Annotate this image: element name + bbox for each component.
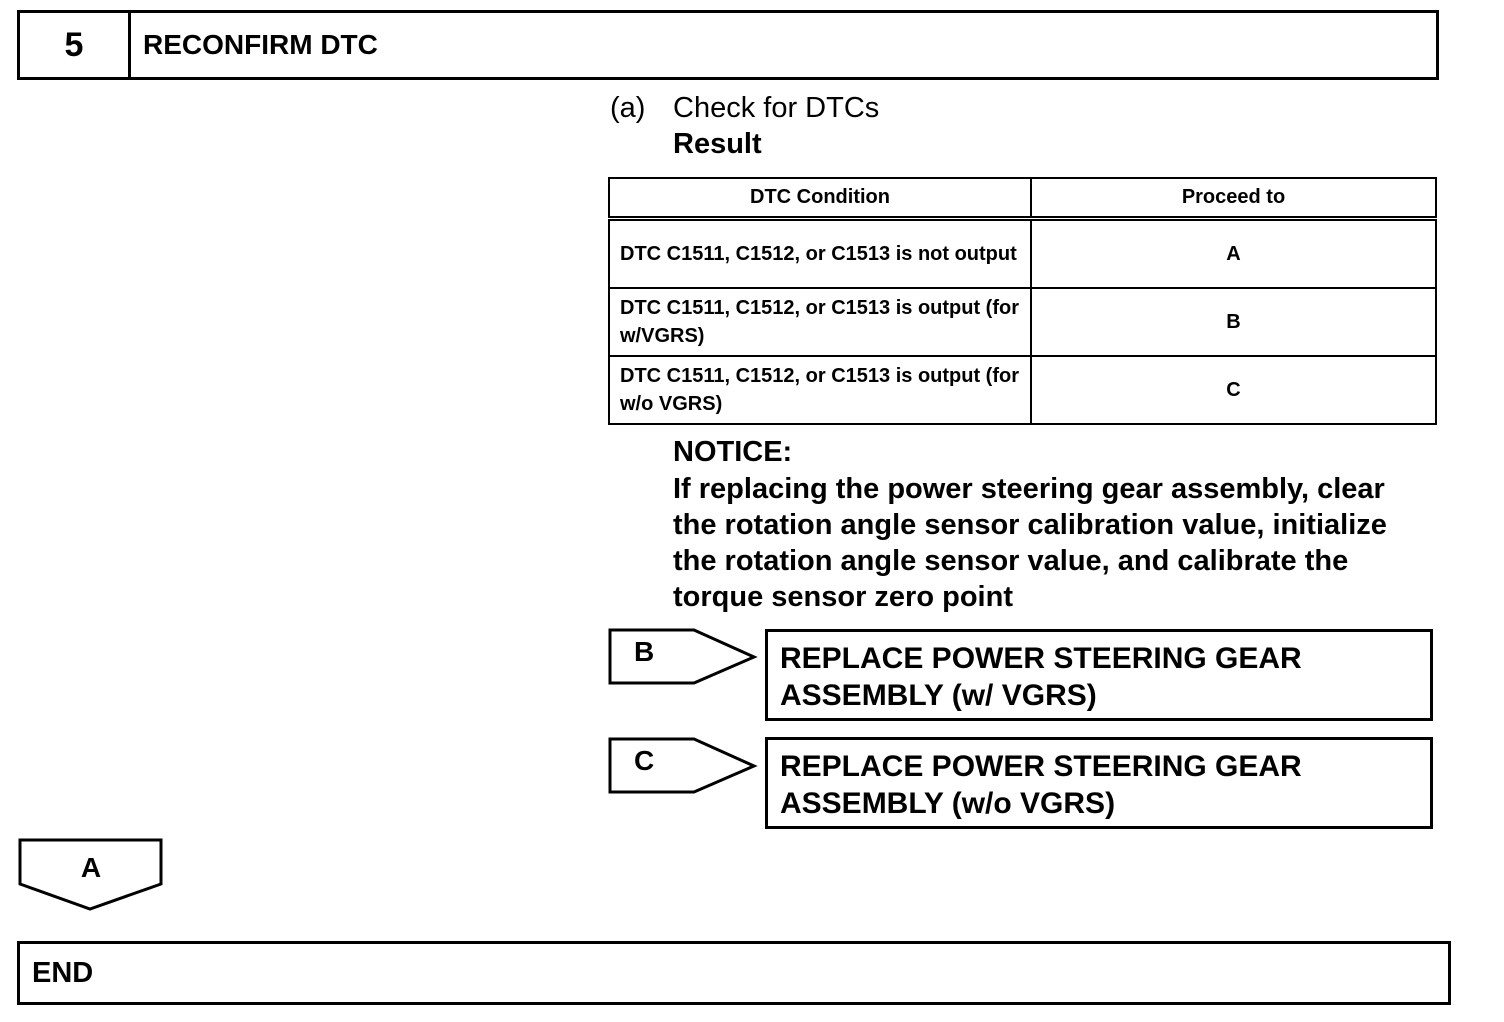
proceed-cell: B bbox=[1031, 288, 1436, 356]
branch-arrow-a bbox=[18, 838, 164, 912]
branch-letter: C bbox=[634, 745, 655, 776]
column-header-proceed: Proceed to bbox=[1031, 178, 1436, 219]
branch-letter: B bbox=[634, 636, 655, 667]
branch-arrow-c bbox=[608, 737, 758, 795]
right-arrow-icon bbox=[608, 737, 758, 795]
table-header-row bbox=[609, 178, 1436, 219]
condition-cell: DTC C1511, C1512, or C1513 is output (for w/VGRS) bbox=[609, 288, 1031, 356]
proceed-cell: A bbox=[1031, 219, 1436, 289]
table-row bbox=[609, 288, 1436, 356]
table-row bbox=[609, 219, 1436, 289]
notice-title: NOTICE: bbox=[673, 436, 793, 468]
instruction-text: Check for DTCs bbox=[673, 92, 880, 124]
step-number: 5 bbox=[20, 13, 131, 77]
result-table bbox=[608, 177, 1437, 425]
branch-letter: A bbox=[80, 852, 102, 883]
step-header bbox=[17, 10, 1439, 80]
end-box: END bbox=[17, 941, 1451, 1005]
step-title: RECONFIRM DTC bbox=[143, 29, 378, 60]
condition-cell: DTC C1511, C1512, or C1513 is output (for w/o VGRS) bbox=[609, 356, 1031, 424]
instruction-label: (a) bbox=[610, 92, 646, 124]
action-box-b: REPLACE POWER STEERING GEAR ASSEMBLY (w/ VGRS) bbox=[765, 629, 1433, 721]
column-header-condition: DTC Condition bbox=[609, 178, 1031, 219]
right-arrow-icon bbox=[608, 628, 758, 686]
proceed-cell: C bbox=[1031, 356, 1436, 424]
result-label: Result bbox=[673, 128, 762, 160]
table-row bbox=[609, 356, 1436, 424]
notice-body: If replacing the power steering gear assembly, clear the rotation angle sensor calibration value, initialize the rotation angle sensor value, and calibrate the torque sensor zero point bbox=[673, 473, 1387, 613]
action-box-c: REPLACE POWER STEERING GEAR ASSEMBLY (w/o VGRS) bbox=[765, 737, 1433, 829]
condition-cell: DTC C1511, C1512, or C1513 is not output bbox=[609, 219, 1031, 289]
branch-arrow-b bbox=[608, 628, 758, 686]
